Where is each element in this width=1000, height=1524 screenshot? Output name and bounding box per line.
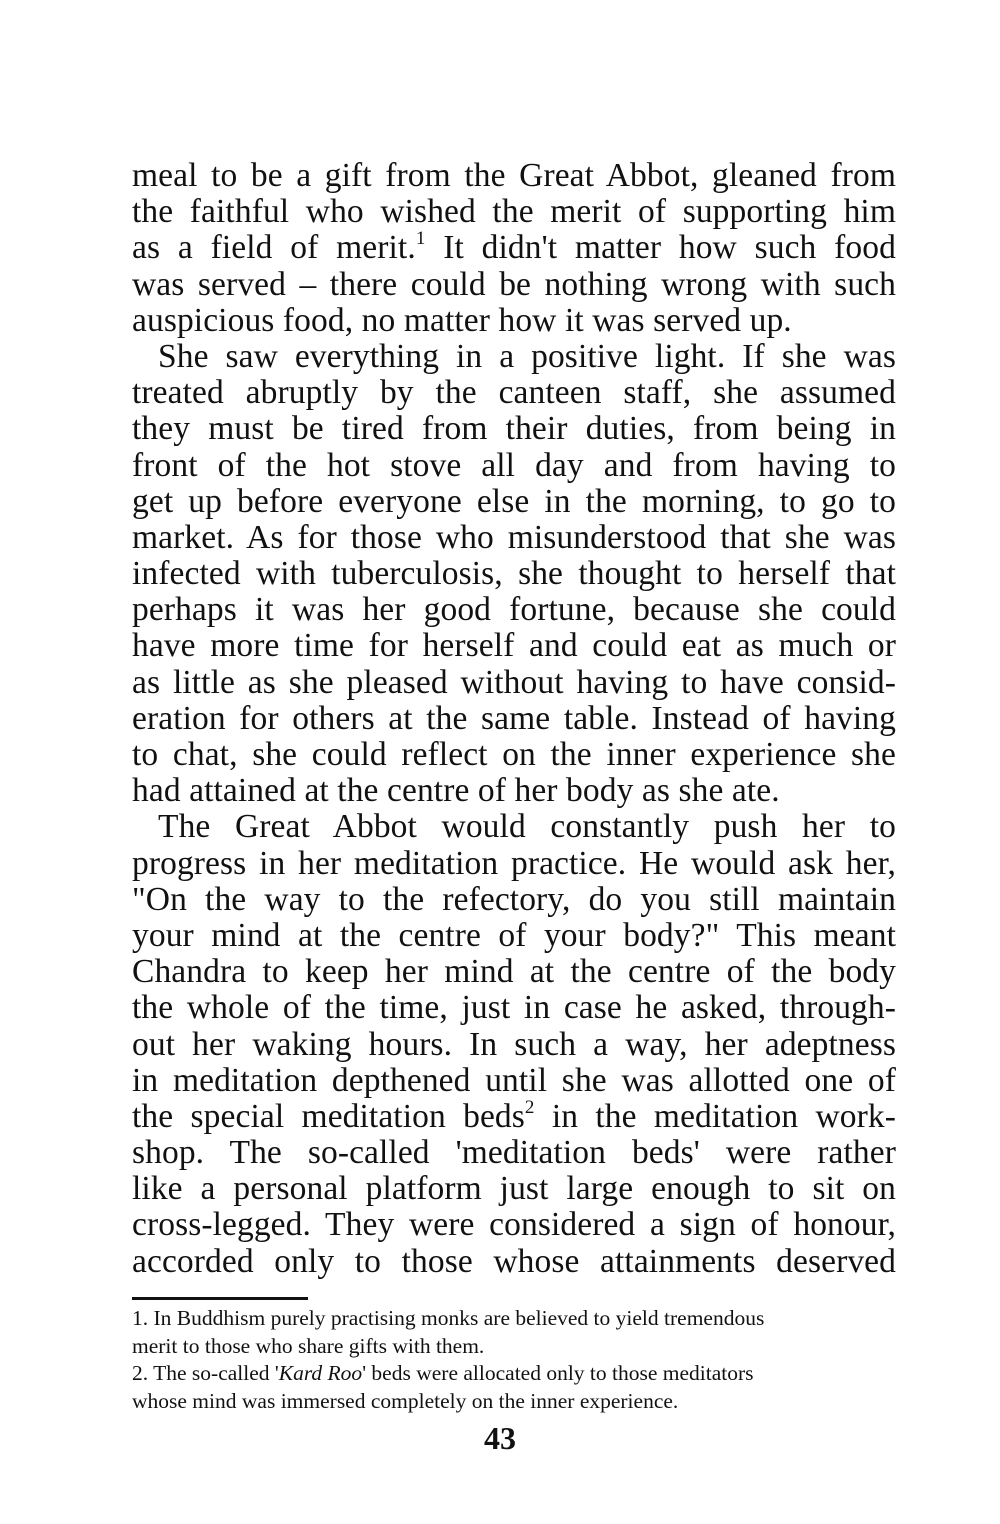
text-line: out her waking hours. In such a way, her adeptness [132, 1025, 896, 1063]
text-line: Chandra to keep her mind at the centre of the body [132, 953, 896, 991]
text-line: She saw everything in a positive light. If she was [158, 337, 896, 375]
text-line: auspicious food, no matter how it was served up. [132, 301, 792, 339]
text-line: meal to be a gift from the Great Abbot, gleaned from [132, 157, 896, 194]
footnote-1-line: merit to those who share gifts with them. [132, 1333, 485, 1358]
text-line: progress in her meditation practice. He would ask her, [132, 844, 896, 882]
text-line: market. As for those who misunderstood that she was [132, 518, 896, 556]
text-line: as a field of merit.$^1$ It didn't matter how such food [132, 228, 896, 267]
footnote-1-line: 1. In Buddhism purely practising monks are believed to yield tremendous [132, 1306, 765, 1330]
text-line: was served – there could be nothing wrong with such [132, 265, 896, 303]
text-line: as little as she pleased without having to have consid- [132, 663, 896, 701]
text-line: to chat, she could reflect on the inner experience she [132, 736, 896, 773]
text-line: your mind at the centre of your body?" This meant [132, 916, 896, 954]
text-line: eration for others at the same table. Instead of having [132, 699, 896, 737]
footnote-divider [132, 1297, 308, 1300]
text-line: infected with tuberculosis, she thought to herself that [132, 555, 896, 593]
text-line: accorded only to those whose attainments deserved [132, 1242, 896, 1280]
text-line: in meditation depthened until she was allotted one of [132, 1061, 896, 1099]
text-line: like a personal platform just large enough to sit on [132, 1170, 896, 1208]
text-line: get up before everyone else in the morning, to go to [132, 482, 896, 520]
text-line: "On the way to the refectory, do you still maintain [132, 880, 896, 918]
text-line: cross-legged. They were considered a sign of honour, [132, 1206, 896, 1244]
text-line: the faithful who wished the merit of supporting him [132, 193, 896, 231]
text-line: treated abruptly by the canteen staff, she assumed [132, 374, 896, 412]
text-line: front of the hot stove all day and from having to [132, 446, 896, 484]
footnote-term: Kard Roo [278, 1361, 363, 1385]
footnotes [132, 1305, 872, 1415]
text-line: shop. The so-called 'meditation beds' were rather [132, 1134, 896, 1172]
footnote-2-line: whose mind was immersed completely on the inner experience. [132, 1388, 679, 1413]
body-text [132, 158, 896, 1280]
footnote-ref-1: 1 [415, 228, 426, 250]
text-line: perhaps it was her good fortune, because she could [132, 591, 896, 629]
footnote-ref-2: 2 [524, 1096, 535, 1118]
text-line: the whole of the time, just in case he asked, through- [132, 989, 896, 1027]
text-line: had attained at the centre of her body as she ate. [132, 772, 780, 810]
page-number: 43 [484, 1420, 516, 1456]
footnote-2-line: 2. The so-called 'Kard Roo' beds were allocated only to those meditators [132, 1361, 754, 1385]
text-line: The Great Abbot would constantly push her to [158, 808, 896, 846]
text-line: they must be tired from their duties, from being in [132, 410, 896, 448]
text-line: have more time for herself and could eat as much or [132, 627, 896, 665]
text-line: the special meditation beds$^2$ in the meditation work- [132, 1096, 896, 1135]
